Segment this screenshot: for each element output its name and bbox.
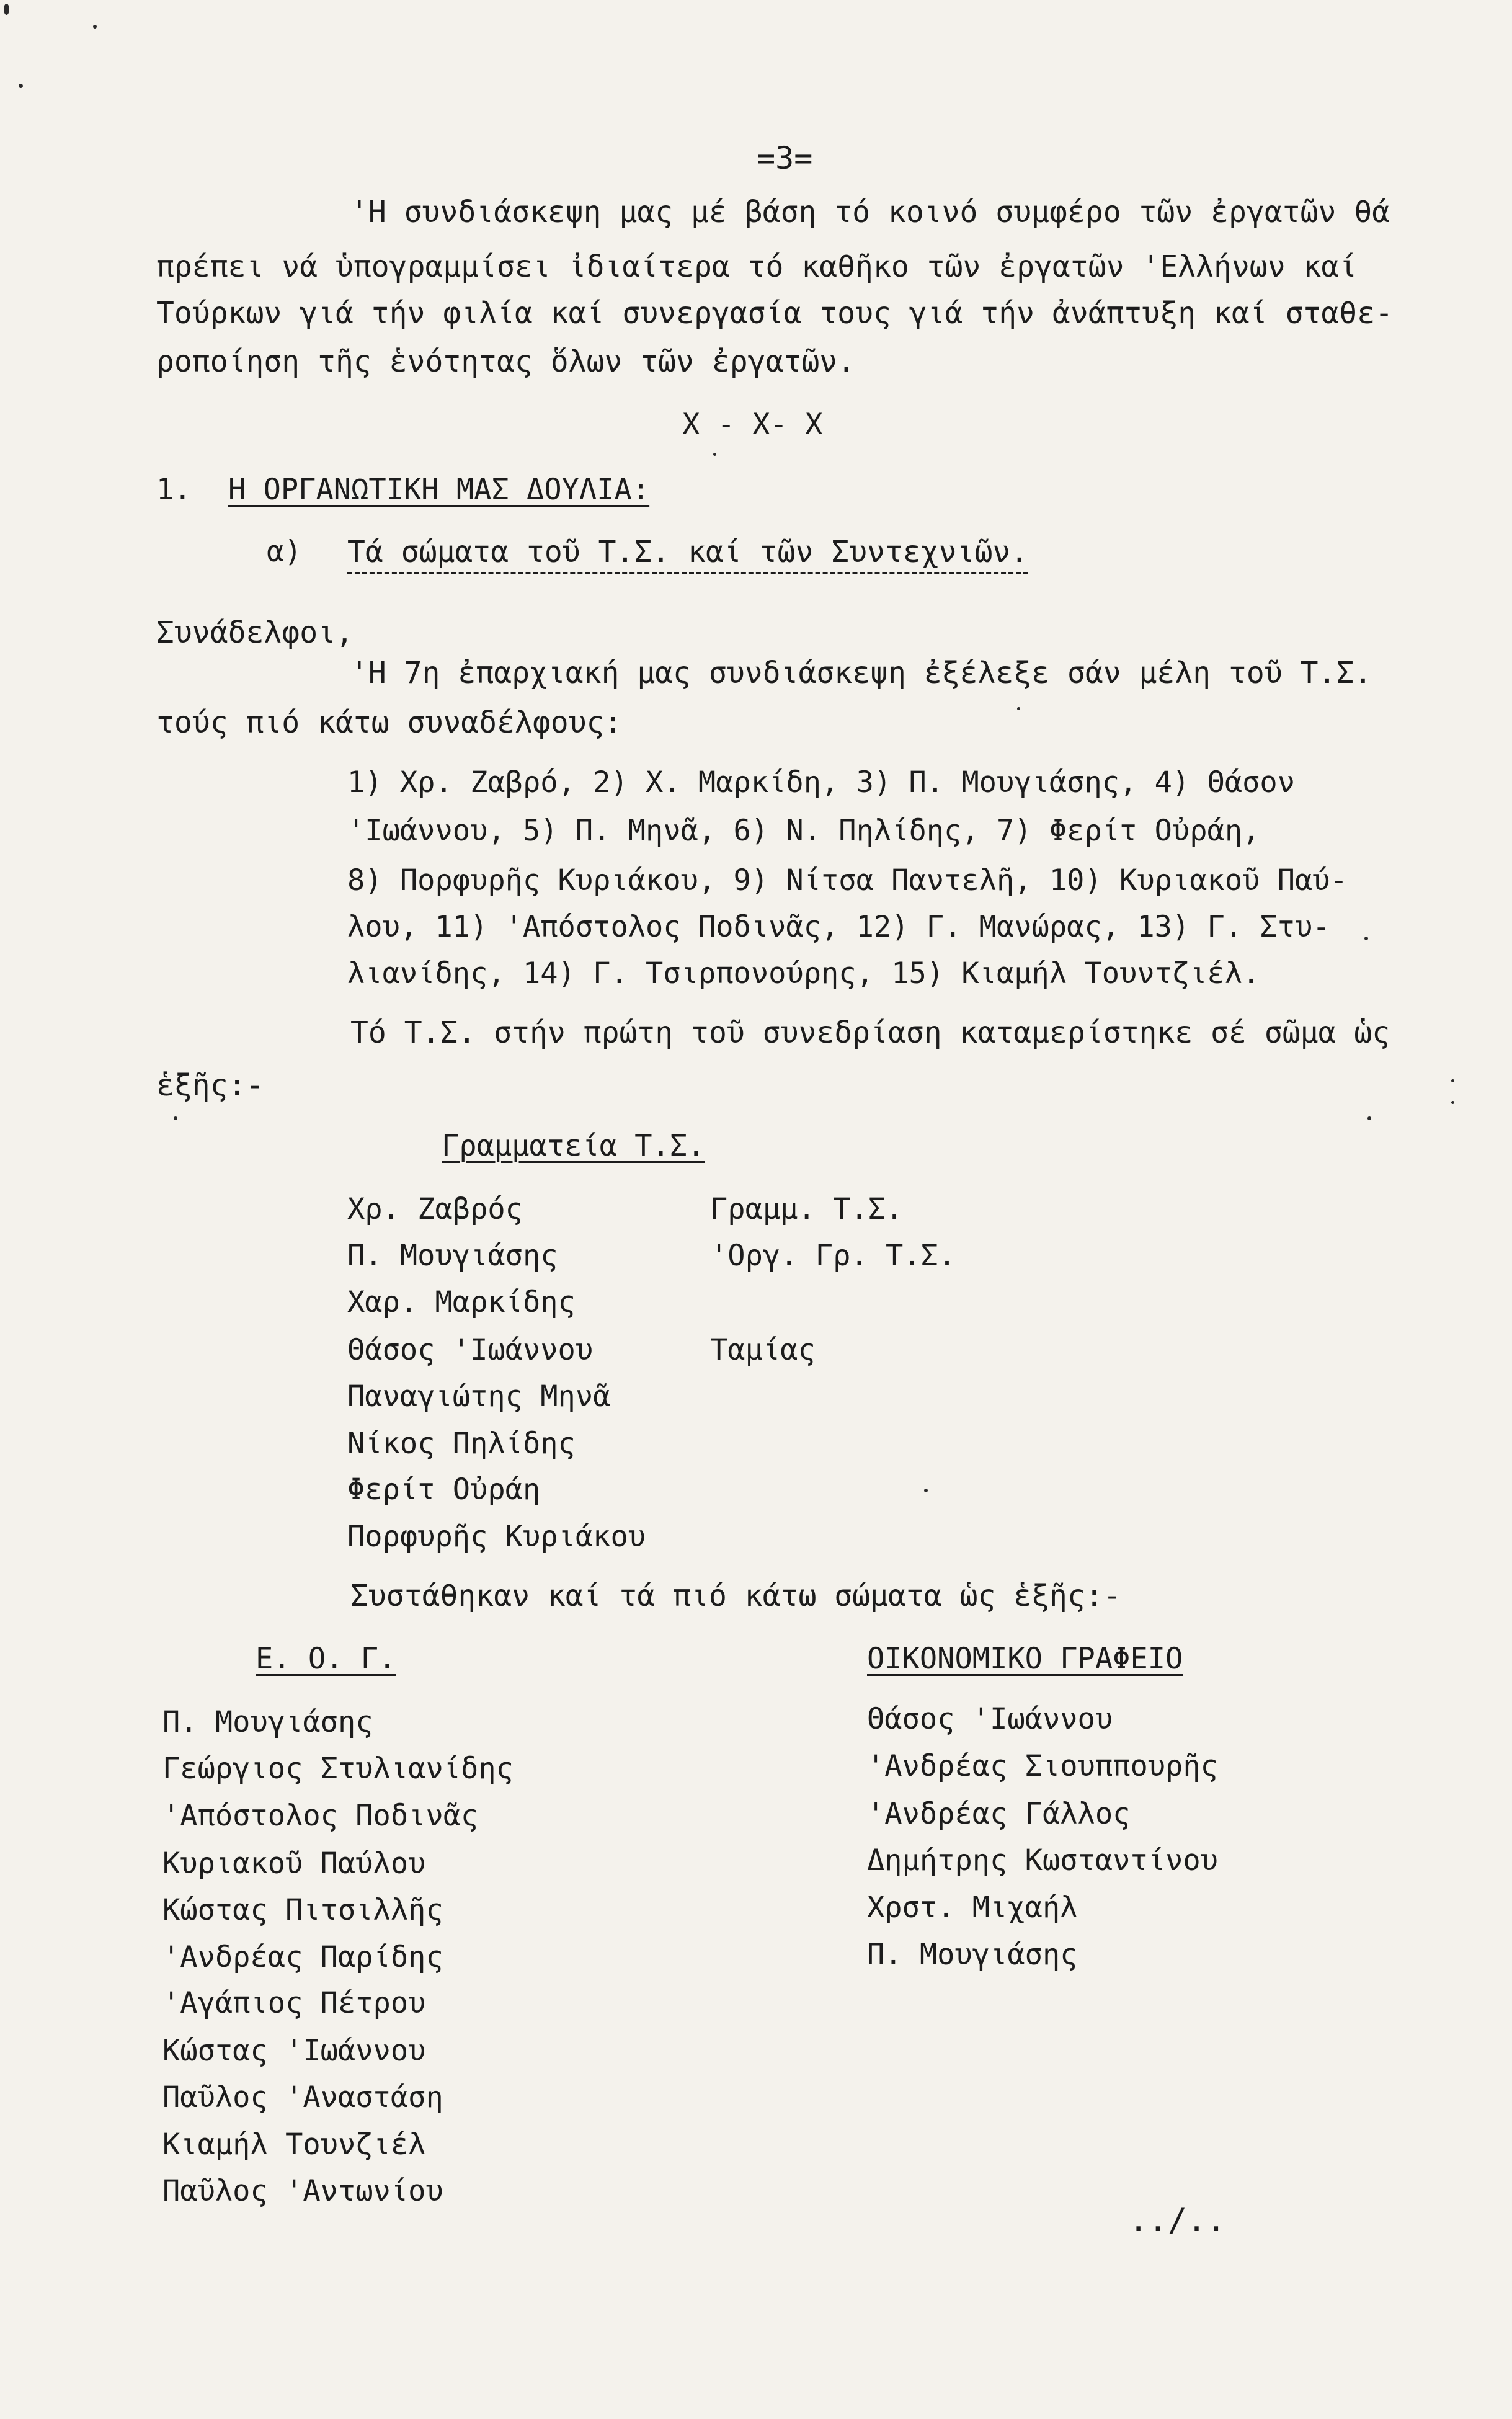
scan-speck <box>1367 1116 1371 1120</box>
subsection-title: Τά σώματα τοῦ Τ.Σ. καί τῶν Συντεχνιῶν. <box>347 533 1028 574</box>
subsection-letter: α) <box>267 535 302 569</box>
eog-member: Κυριακοῦ Παύλου <box>162 1847 426 1881</box>
secretariat-role: 'Οργ. Γρ. Τ.Σ. <box>710 1239 956 1273</box>
election-line: 'Η 7η ἐπαρχιακή μας συνδιάσκεψη ἐξέλεξε σάν μέλη τοῦ Τ.Σ. <box>350 656 1372 690</box>
eog-member: 'Απόστολος Ποδινᾶς <box>162 1799 479 1833</box>
eog-member: Κώστας 'Ιωάννου <box>162 2034 426 2068</box>
separator: X - X- X <box>682 408 823 442</box>
intro-line: πρέπει νά ὑπογραμμίσει ἰδιαίτερα τό καθῆκο τῶν ἐργατῶν 'Ελλήνων καί <box>156 249 1358 284</box>
finance-member: 'Ανδρέας Γάλλος <box>867 1797 1131 1831</box>
finance-member: Π. Μουγιάσης <box>867 1938 1078 1972</box>
page-number: =3= <box>757 140 813 176</box>
secretariat-role: Γραμμ. Τ.Σ. <box>710 1192 904 1226</box>
intro-line: Τούρκων γιά τήν φιλία καί συνεργασία τους γιά τήν ἀνάπτυξη καί σταθε- <box>156 296 1393 331</box>
eog-member: Παῦλος 'Αντωνίου <box>162 2174 443 2208</box>
scan-speck <box>1451 1101 1454 1104</box>
eog-member: Γεώργιος Στυλιανίδης <box>162 1752 514 1786</box>
members-line: 'Ιωάννου, 5) Π. Μηνᾶ, 6) Ν. Πηλίδης, 7) Φερίτ Οὐράη, <box>347 814 1260 848</box>
members-line: λου, 11) 'Απόστολος Ποδινᾶς, 12) Γ. Μανώρας, 13) Γ. Στυ- <box>347 910 1330 944</box>
eog-member: 'Αγάπιος Πέτρου <box>162 1986 426 2020</box>
eog-member: Π. Μουγιάσης <box>162 1705 373 1739</box>
eog-member: Παῦλος 'Αναστάση <box>162 2080 443 2114</box>
constituted-line: Τό Τ.Σ. στήν πρώτη τοῦ συνεδρίαση καταμερίστηκε σέ σῶμα ὡς <box>350 1015 1390 1050</box>
continuation-mark: ../.. <box>1129 2202 1226 2239</box>
section-number: 1. <box>156 473 192 507</box>
finance-member: 'Ανδρέας Σιουππουρῆς <box>867 1749 1218 1783</box>
members-line: 8) Πορφυρῆς Κυριάκου, 9) Νίτσα Παντελῆ, 10) Κυριακοῦ Παύ- <box>347 863 1348 898</box>
scan-speck <box>19 84 23 88</box>
eog-member: Κιαμήλ Τουνζιέλ <box>162 2127 426 2162</box>
scan-speck <box>93 25 97 29</box>
secretariat-name: Πορφυρῆς Κυριάκου <box>347 1520 646 1554</box>
secretariat-name: Θάσος 'Ιωάννου <box>347 1333 594 1367</box>
secretariat-name: Χαρ. Μαρκίδης <box>347 1285 576 1319</box>
bodies-intro: Συστάθηκαν καί τά πιό κάτω σώματα ὡς ἑξῆς:- <box>350 1579 1121 1613</box>
secretariat-role: Ταμίας <box>710 1333 816 1367</box>
intro-line: ροποίηση τῆς ἑνότητας ὅλων τῶν ἐργατῶν. <box>156 344 856 379</box>
eog-member: Κώστας Πιτσιλλῆς <box>162 1893 443 1927</box>
eog-title: Ε. Ο. Γ. <box>256 1642 396 1676</box>
finance-title: ΟΙΚΟΝΟΜΙΚΟ ΓΡΑΦΕΙΟ <box>867 1642 1183 1676</box>
secretariat-name: Π. Μουγιάσης <box>347 1239 558 1273</box>
secretariat-name: Φερίτ Οὐράη <box>347 1472 541 1507</box>
scan-speck <box>4 4 9 15</box>
members-line: λιανίδης, 14) Γ. Τσιρπονούρης, 15) Κιαμήλ Τουντζιέλ. <box>347 956 1260 991</box>
election-line: τούς πιό κάτω συναδέλφους: <box>156 705 623 740</box>
secretariat-name: Νίκος Πηλίδης <box>347 1427 576 1461</box>
finance-member: Χρστ. Μιχαήλ <box>867 1891 1078 1925</box>
salutation: Συνάδελφοι, <box>156 615 354 650</box>
secretariat-name: Παναγιώτης Μηνᾶ <box>347 1379 611 1414</box>
finance-member: Δημήτρης Κωσταντίνου <box>867 1843 1218 1878</box>
eog-member: 'Ανδρέας Παρίδης <box>162 1940 443 1974</box>
scan-speck <box>1017 707 1020 710</box>
constituted-line: ἑξῆς:- <box>156 1068 264 1103</box>
intro-line: 'Η συνδιάσκεψη μας μέ βάση τό κοινό συμφέρο τῶν ἐργατῶν θά <box>350 195 1390 229</box>
secretariat-title: Γραμματεία Τ.Σ. <box>442 1129 705 1163</box>
scan-speck <box>1364 937 1368 940</box>
scan-speck <box>1451 1079 1454 1082</box>
scan-speck <box>713 453 716 456</box>
section-title: Η ΟΡΓΑΝΩΤΙΚΗ ΜΑΣ ΔΟΥΛΙΑ: <box>228 473 650 507</box>
secretariat-name: Χρ. Ζαβρός <box>347 1192 523 1226</box>
scan-speck <box>174 1116 177 1120</box>
members-line: 1) Χρ. Ζαβρό, 2) Χ. Μαρκίδη, 3) Π. Μουγιάσης, 4) Θάσον <box>347 765 1296 800</box>
scan-speck <box>924 1489 928 1492</box>
finance-member: Θάσος 'Ιωάννου <box>867 1702 1113 1736</box>
